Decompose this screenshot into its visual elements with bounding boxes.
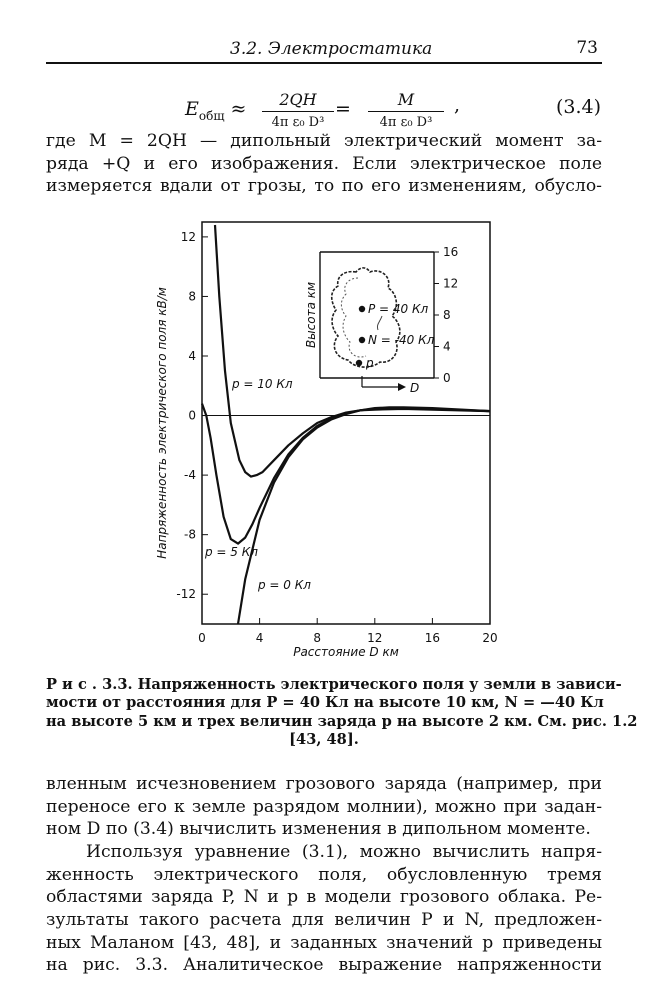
- field-strength-chart: [0, 212, 648, 672]
- inset-arrow-label: D: [410, 381, 420, 395]
- x-tick-label: 8: [313, 631, 322, 645]
- y-tick-label: 8: [188, 289, 196, 304]
- curve-label-p5: p = 5 Кл: [205, 545, 258, 559]
- figure-caption: [46, 676, 638, 749]
- fraction-1-numerator: 2QH: [262, 90, 334, 112]
- charge-label-N: N = -40 Кл: [368, 333, 435, 347]
- text-line: измеряется вдали от грозы, то по его изменениям, обусло-: [46, 176, 602, 197]
- caption-line: [43, 48].: [289, 730, 359, 748]
- x-tick-label: 16: [424, 631, 441, 645]
- text-line: на рис. 3.3. Аналитическое выражение напряженности: [46, 955, 602, 976]
- y-tick-label: 12: [180, 229, 196, 244]
- running-title: 3.2. Электростатика: [230, 39, 433, 59]
- text-line: женность электрического поля, обусловленную тремя: [46, 864, 602, 885]
- page-header: [46, 38, 602, 64]
- y-axis-label: Напряженность электрического поля кВ/м: [155, 287, 169, 559]
- x-tick-label: 4: [255, 631, 264, 645]
- cloud-outline-icon: [332, 268, 400, 367]
- fraction-2: [368, 90, 444, 130]
- text-line: ных Маланом [43, 48], и заданных значений p приведены: [46, 932, 602, 953]
- y-tick-label: 4: [188, 349, 196, 363]
- figure-3-3: [0, 212, 648, 672]
- y-tick-label: 0: [188, 408, 196, 423]
- text-line: зультаты такого расчета для величин P и N, предложен-: [46, 910, 602, 931]
- equals-sign: =: [335, 98, 351, 120]
- text-line: ряда +Q и его изображения. Если электрическое поле: [46, 153, 602, 174]
- x-tick-label: 20: [482, 631, 498, 645]
- fraction-2-numerator: M: [368, 90, 444, 112]
- caption-line: на высоте 5 км и трех величин заряда p на высоте 2 км. См. рис. 1.2: [46, 712, 638, 730]
- paragraph-3: [46, 841, 602, 977]
- y-tick-label: -12: [176, 587, 196, 602]
- inset-tick-label: 0: [443, 371, 451, 385]
- charge-point-N: [359, 337, 365, 343]
- caption-line: мости от расстояния для P = 40 Кл на высоте 10 км, N = —40 Кл: [46, 694, 604, 712]
- cloud-model-inset: [304, 245, 458, 395]
- page-number: 73: [576, 38, 598, 58]
- equation-lhs: $E_{общ}$ ≈: [185, 98, 247, 123]
- equation-number: (3.4): [556, 96, 602, 118]
- text-line: где M = 2QH — дипольный электрический момент за-: [46, 131, 602, 151]
- fraction-2-denominator: 4π ε₀ D³: [379, 115, 433, 130]
- inset-tick-label: 16: [443, 245, 459, 259]
- text-line: ном D по (3.4) вычислить изменения в дипольном моменте.: [46, 819, 591, 840]
- text-line: вленным исчезновением грозового заряда (например, при: [46, 774, 602, 794]
- inset-y-label: Высота км: [304, 281, 318, 349]
- paragraph-1: [46, 130, 602, 198]
- y-tick-label: -4: [184, 468, 196, 483]
- curve-label-p0: p = 0 Кл: [258, 578, 311, 592]
- charge-label-p: p: [366, 356, 374, 370]
- y-tick-label: -8: [184, 527, 196, 542]
- inset-tick-label: 8: [443, 308, 451, 322]
- fraction-1-denominator: 4π ε₀ D³: [271, 115, 325, 130]
- charge-point-p: [356, 360, 362, 366]
- text-line: Используя уравнение (3.1), можно вычислить напря-: [86, 842, 602, 862]
- x-tick-label: 0: [198, 631, 206, 645]
- x-tick-label: 12: [367, 631, 383, 645]
- arrow-head-icon: [398, 383, 406, 391]
- charge-label-P: P = 40 Кл: [368, 302, 429, 316]
- charge-point-P: [359, 306, 365, 312]
- x-axis-label: Расстояние D км: [293, 645, 399, 659]
- paragraph-2: [46, 773, 602, 841]
- curve-label-p10: p = 10 Кл: [232, 377, 293, 391]
- text-line: переносе его к земле разрядом молнии), можно при задан-: [46, 796, 602, 817]
- caption-line: Р и с . 3.3. Напряженность электрического поля у земли в зависи-: [46, 676, 622, 693]
- fraction-1: [262, 90, 334, 130]
- inset-tick-label: 4: [443, 339, 451, 354]
- cloud-inner-outline-icon: [341, 278, 366, 357]
- channel-icon: [377, 316, 382, 330]
- series-line-1: [202, 404, 490, 544]
- inset-tick-label: 12: [443, 276, 459, 291]
- text-line: областями заряда P, N и p в модели грозового облака. Ре-: [46, 887, 602, 908]
- equation-comma: ,: [454, 94, 461, 116]
